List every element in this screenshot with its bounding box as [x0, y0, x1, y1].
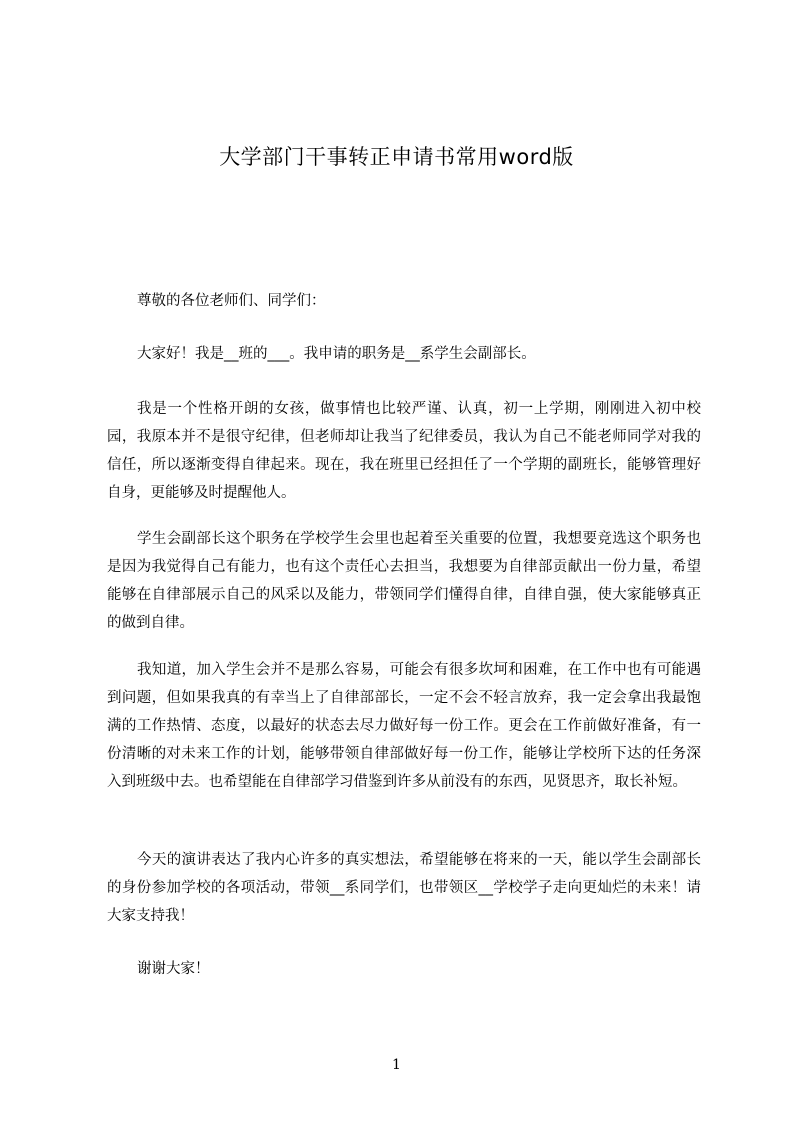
page-number: 1	[392, 1057, 401, 1073]
greeting-paragraph: 大家好！我是__班的___。我申请的职务是__系学生会副部长。	[137, 346, 536, 362]
body-paragraph-self-intro: 我是一个性格开朗的女孩，做事情也比较严谨、认真，初一上学期，刚刚进入初中校园，我原本并不是很守纪律，但老师却让我当了纪律委员，我认为自己不能老师同学对我的信任，所以逐渐变得自律起来。现在，我在班里已经担任了一个学期的副班长，能够管理好自身，更能够及时提醒他人。	[107, 401, 701, 501]
body-paragraph-commitment: 我知道，加入学生会并不是那么容易，可能会有很多坎坷和困难，在工作中也有可能遇到问题，但如果我真的有幸当上了自律部部长，一定不会不轻言放弃，我一定会拿出我最饱满的工作热情、态度，以最好的状态去尽力做好每一份工作。更会在工作前做好准备，有一份清晰的对未来工作的计划，能够带领自律部做好每一份工作，能够让学校所下达的任务深入到班级中去。也希望能在自律部学习借鉴到许多从前没有的东西，见贤思齐，取长补短。	[107, 662, 701, 790]
page-title: 大学部门干事转正申请书常用word版	[219, 145, 574, 169]
salutation-paragraph: 尊敬的各位老师们、同学们：	[137, 293, 326, 309]
body-paragraph-closing: 今天的演讲表达了我内心许多的真实想法，希望能够在将来的一天，能以学生会副部长的身份参加学校的各项活动，带领__系同学们，也带领区__学校学子走向更灿烂的未来！请大家支持我！	[107, 852, 701, 924]
body-paragraph-motivation: 学生会副部长这个职务在学校学生会里也起着至关重要的位置，我想要竞选这个职务也是因为我觉得自己有能力，也有这个责任心去担当，我想要为自律部贡献出一份力量，希望能够在自律部展示自己的风采以及能力，带领同学们懂得自律，自律自强，使大家能够真正的做到自律。	[107, 531, 701, 631]
thanks-paragraph: 谢谢大家！	[137, 961, 210, 977]
